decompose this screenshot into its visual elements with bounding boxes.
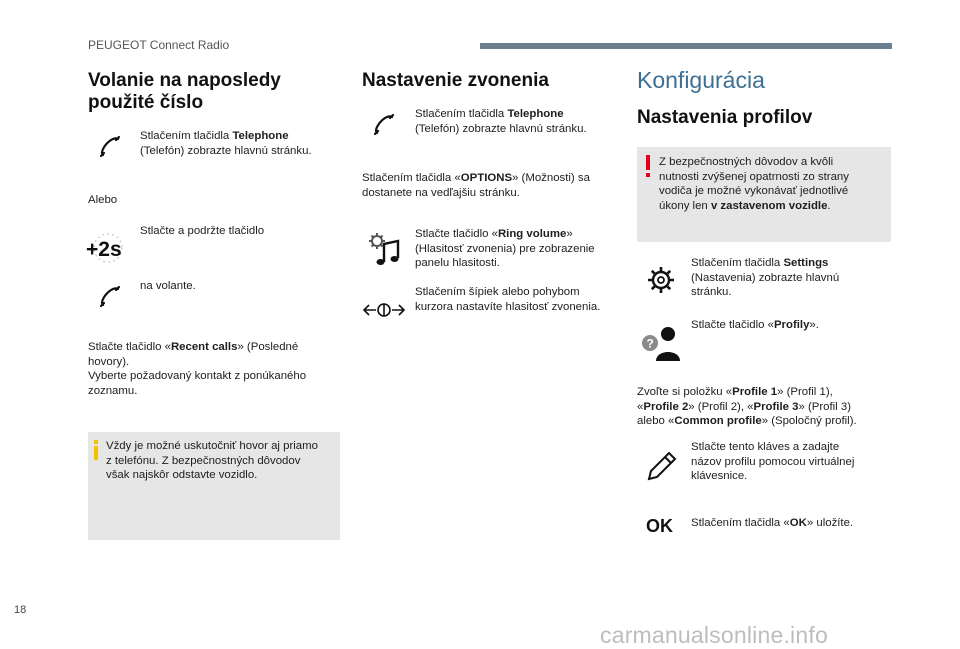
gear-icon <box>646 265 676 295</box>
col1-heading: Volanie na naposledy použité číslo <box>88 70 281 113</box>
col1-step3-text: na volante. <box>140 280 196 292</box>
header-bar <box>480 43 892 49</box>
col2-step3-text: Stlačením šípiek alebo pohybom kurzora nastavíte hlasitosť zvonenia. <box>415 286 601 313</box>
arrows-cursor-icon <box>362 298 406 322</box>
col3-step4-text: Stlačením tlačidla «OK» uložíte. <box>691 517 854 529</box>
warning-note-text: Z bezpečnostných dôvodov a kvôli nutnosti zvýšenej opatrnosti zo strany vodiča je možné vykonávať jednotlivé úkony len v zastavenom vozidle. <box>659 156 849 212</box>
svg-text:?: ? <box>646 336 654 351</box>
col3-paragraph: Zvoľte si položku «Profile 1» (Profil 1), «Profile 2» (Profil 2), «Profile 3» (Profil 3) alebo «Common profile» (Spoločný profil). <box>637 386 857 427</box>
col3-heading: Konfigurácia <box>637 67 765 93</box>
hold-2s-icon <box>86 232 130 264</box>
profile-user-icon <box>640 325 682 361</box>
warning-icon <box>644 155 652 177</box>
header-title: PEUGEOT Connect Radio <box>88 38 230 52</box>
col2-step1-text: Stlačením tlačidla Telephone (Telefón) zobrazte hlavnú stránku. <box>415 108 587 135</box>
page-number: 18 <box>14 604 27 616</box>
col1-or: Alebo <box>88 194 118 206</box>
col3-step2-text: Stlačte tlačidlo «Profily». <box>691 319 819 331</box>
col1-step1-text: Stlačením tlačidla Telephone (Telefón) zobrazte hlavnú stránku. <box>140 130 312 157</box>
svg-text:+2s: +2s <box>86 238 122 261</box>
phone-handset-icon <box>370 111 398 139</box>
col3-step3-text: Stlačte tento kláves a zadajte názov profilu pomocou virtuálnej klávesnice. <box>691 441 855 482</box>
gear-music-icon <box>368 232 402 266</box>
info-note-text: Vždy je možné uskutočniť hovor aj priamo z telefónu. Z bezpečnostných dôvodov však najskôr odstavte vozidlo. <box>106 440 318 481</box>
col3-step1-text: Stlačením tlačidla Settings (Nastavenia) zobrazte hlavnú stránku. <box>691 257 840 298</box>
col3-subheading: Nastavenia profilov <box>637 107 813 128</box>
phone-handset-icon <box>96 133 124 161</box>
col2-paragraph: Stlačením tlačidla «OPTIONS» (Možnosti) sa dostanete na vedľajšiu stránku. <box>362 172 590 199</box>
info-icon <box>92 440 100 460</box>
col1-paragraph: Stlačte tlačidlo «Recent calls» (Posledné hovory). Vyberte požadovaný kontakt z ponúkaného zoznamu. <box>88 341 307 397</box>
col1-step2-text: Stlačte a podržte tlačidlo <box>140 225 265 237</box>
ok-key-icon: OK <box>646 516 673 536</box>
col2-heading: Nastavenie zvonenia <box>362 70 549 91</box>
gear-icon <box>369 233 385 249</box>
pencil-icon <box>645 449 679 483</box>
phone-handset-icon <box>96 283 124 311</box>
watermark: carmanualsonline.info <box>600 622 828 648</box>
col2-step2-text: Stlačte tlačidlo «Ring volume» (Hlasitosť zvonenia) pre zobrazenie panelu hlasitosti. <box>415 228 595 269</box>
